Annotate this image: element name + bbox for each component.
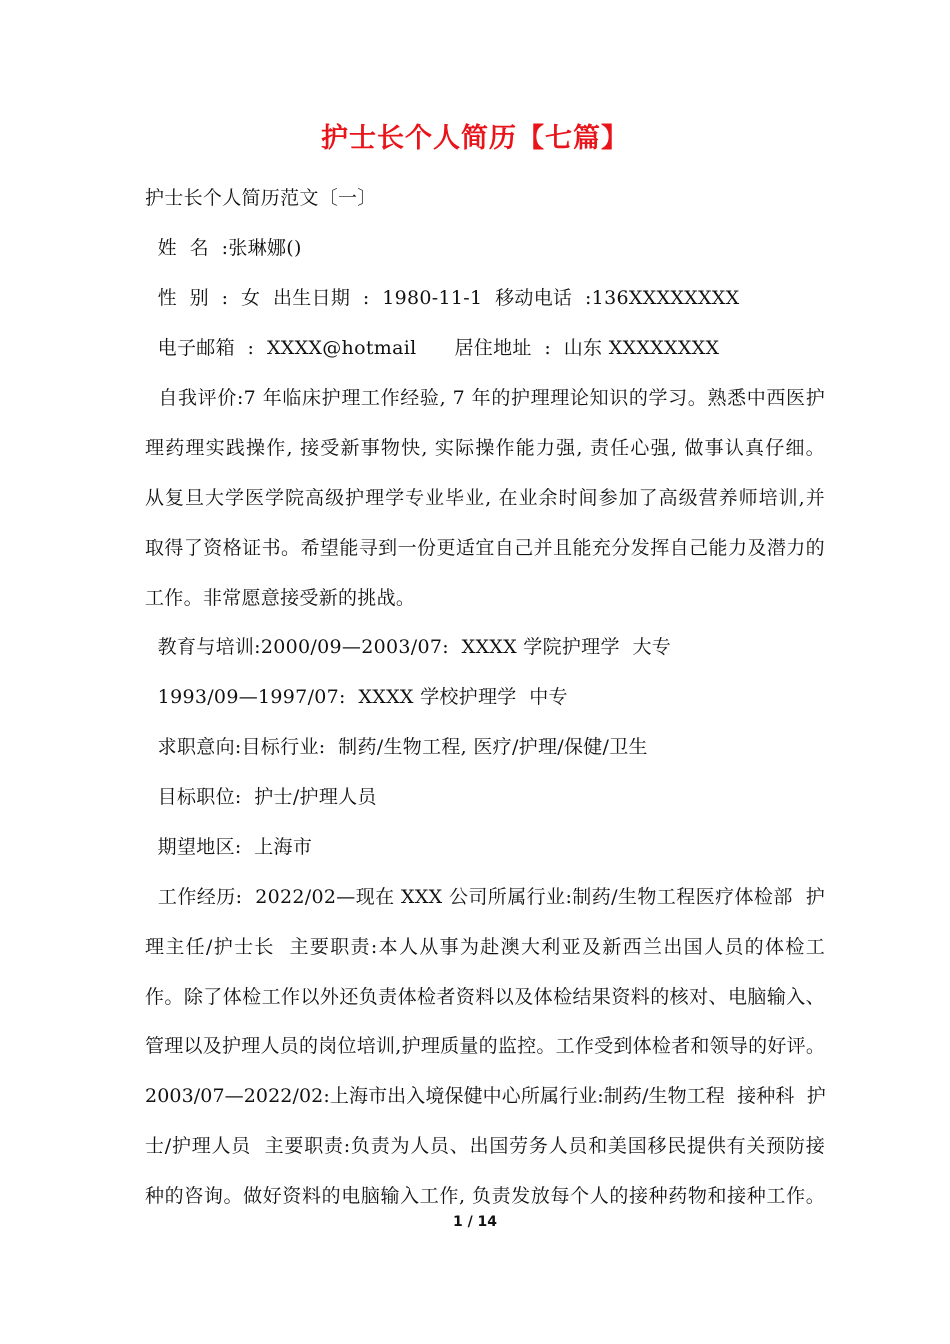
self-evaluation-line: 理药理实践操作, 接受新事物快, 实际操作能力强, 责任心强, 做事认真仔细。 — [145, 437, 825, 459]
page-number: 1 / 14 — [452, 1214, 498, 1230]
section-heading: 护士长个人简历范文〔一〕 — [145, 187, 377, 209]
document-title: 护士长个人简历【七篇】 — [321, 123, 629, 154]
job-intention-line: 求职意向:目标行业: 制药/生物工程, 医疗/护理/保健/卫生 — [145, 736, 648, 758]
work-experience-line: 士/护理人员 主要职责:负责为人员、出国劳务人员和美国移民提供有关预防接 — [145, 1135, 825, 1157]
work-experience-line: 管理以及护理人员的岗位培训,护理质量的监控。工作受到体检者和领导的好评。 — [145, 1035, 825, 1057]
resume-gender-birth-phone-line: 性 别 : 女 出生日期 : 1980-11-1 移动电话 :136XXXXXXXX — [145, 287, 740, 309]
self-evaluation-line: 取得了资格证书。希望能寻到一份更适宜自己并且能充分发挥自己能力及潜力的 — [145, 537, 825, 559]
work-experience-line: 种的咨询。做好资料的电脑输入工作, 负责发放每个人的接种药物和接种工作。 — [145, 1185, 825, 1207]
work-experience-line: 理主任/护士长 主要职责:本人从事为赴澳大利亚及新西兰出国人员的体检工 — [145, 936, 825, 958]
self-evaluation-line: 从复旦大学医学院高级护理学专业毕业, 在业余时间参加了高级营养师培训,并 — [145, 487, 825, 509]
self-evaluation-line: 自我评价:7 年临床护理工作经验, 7 年的护理理论知识的学习。熟悉中西医护 — [145, 387, 825, 409]
self-evaluation-line: 工作。非常愿意接受新的挑战。 — [145, 587, 416, 609]
expected-region-line: 期望地区: 上海市 — [145, 836, 313, 858]
resume-name-line: 姓 名 :张琳娜() — [145, 237, 302, 259]
education-line: 教育与培训:2000/09—2003/07: XXXX 学院护理学 大专 — [145, 636, 672, 658]
work-experience-line: 作。除了体检工作以外还负责体检者资料以及体检结果资料的核对、电脑输入、 — [145, 986, 825, 1008]
work-experience-line: 2003/07—2022/02:上海市出入境保健中心所属行业:制药/生物工程 接种科 护 — [145, 1085, 826, 1107]
education-line: 1993/09—1997/07: XXXX 学校护理学 中专 — [145, 686, 568, 708]
work-experience-line: 工作经历: 2022/02—现在 XXX 公司所属行业:制药/生物工程医疗体检部 护 — [145, 886, 825, 908]
resume-email-address-line: 电子邮箱 : XXXX@hotmail 居住地址 : 山东 XXXXXXXX — [145, 337, 720, 359]
target-position-line: 目标职位: 护士/护理人员 — [145, 786, 377, 808]
